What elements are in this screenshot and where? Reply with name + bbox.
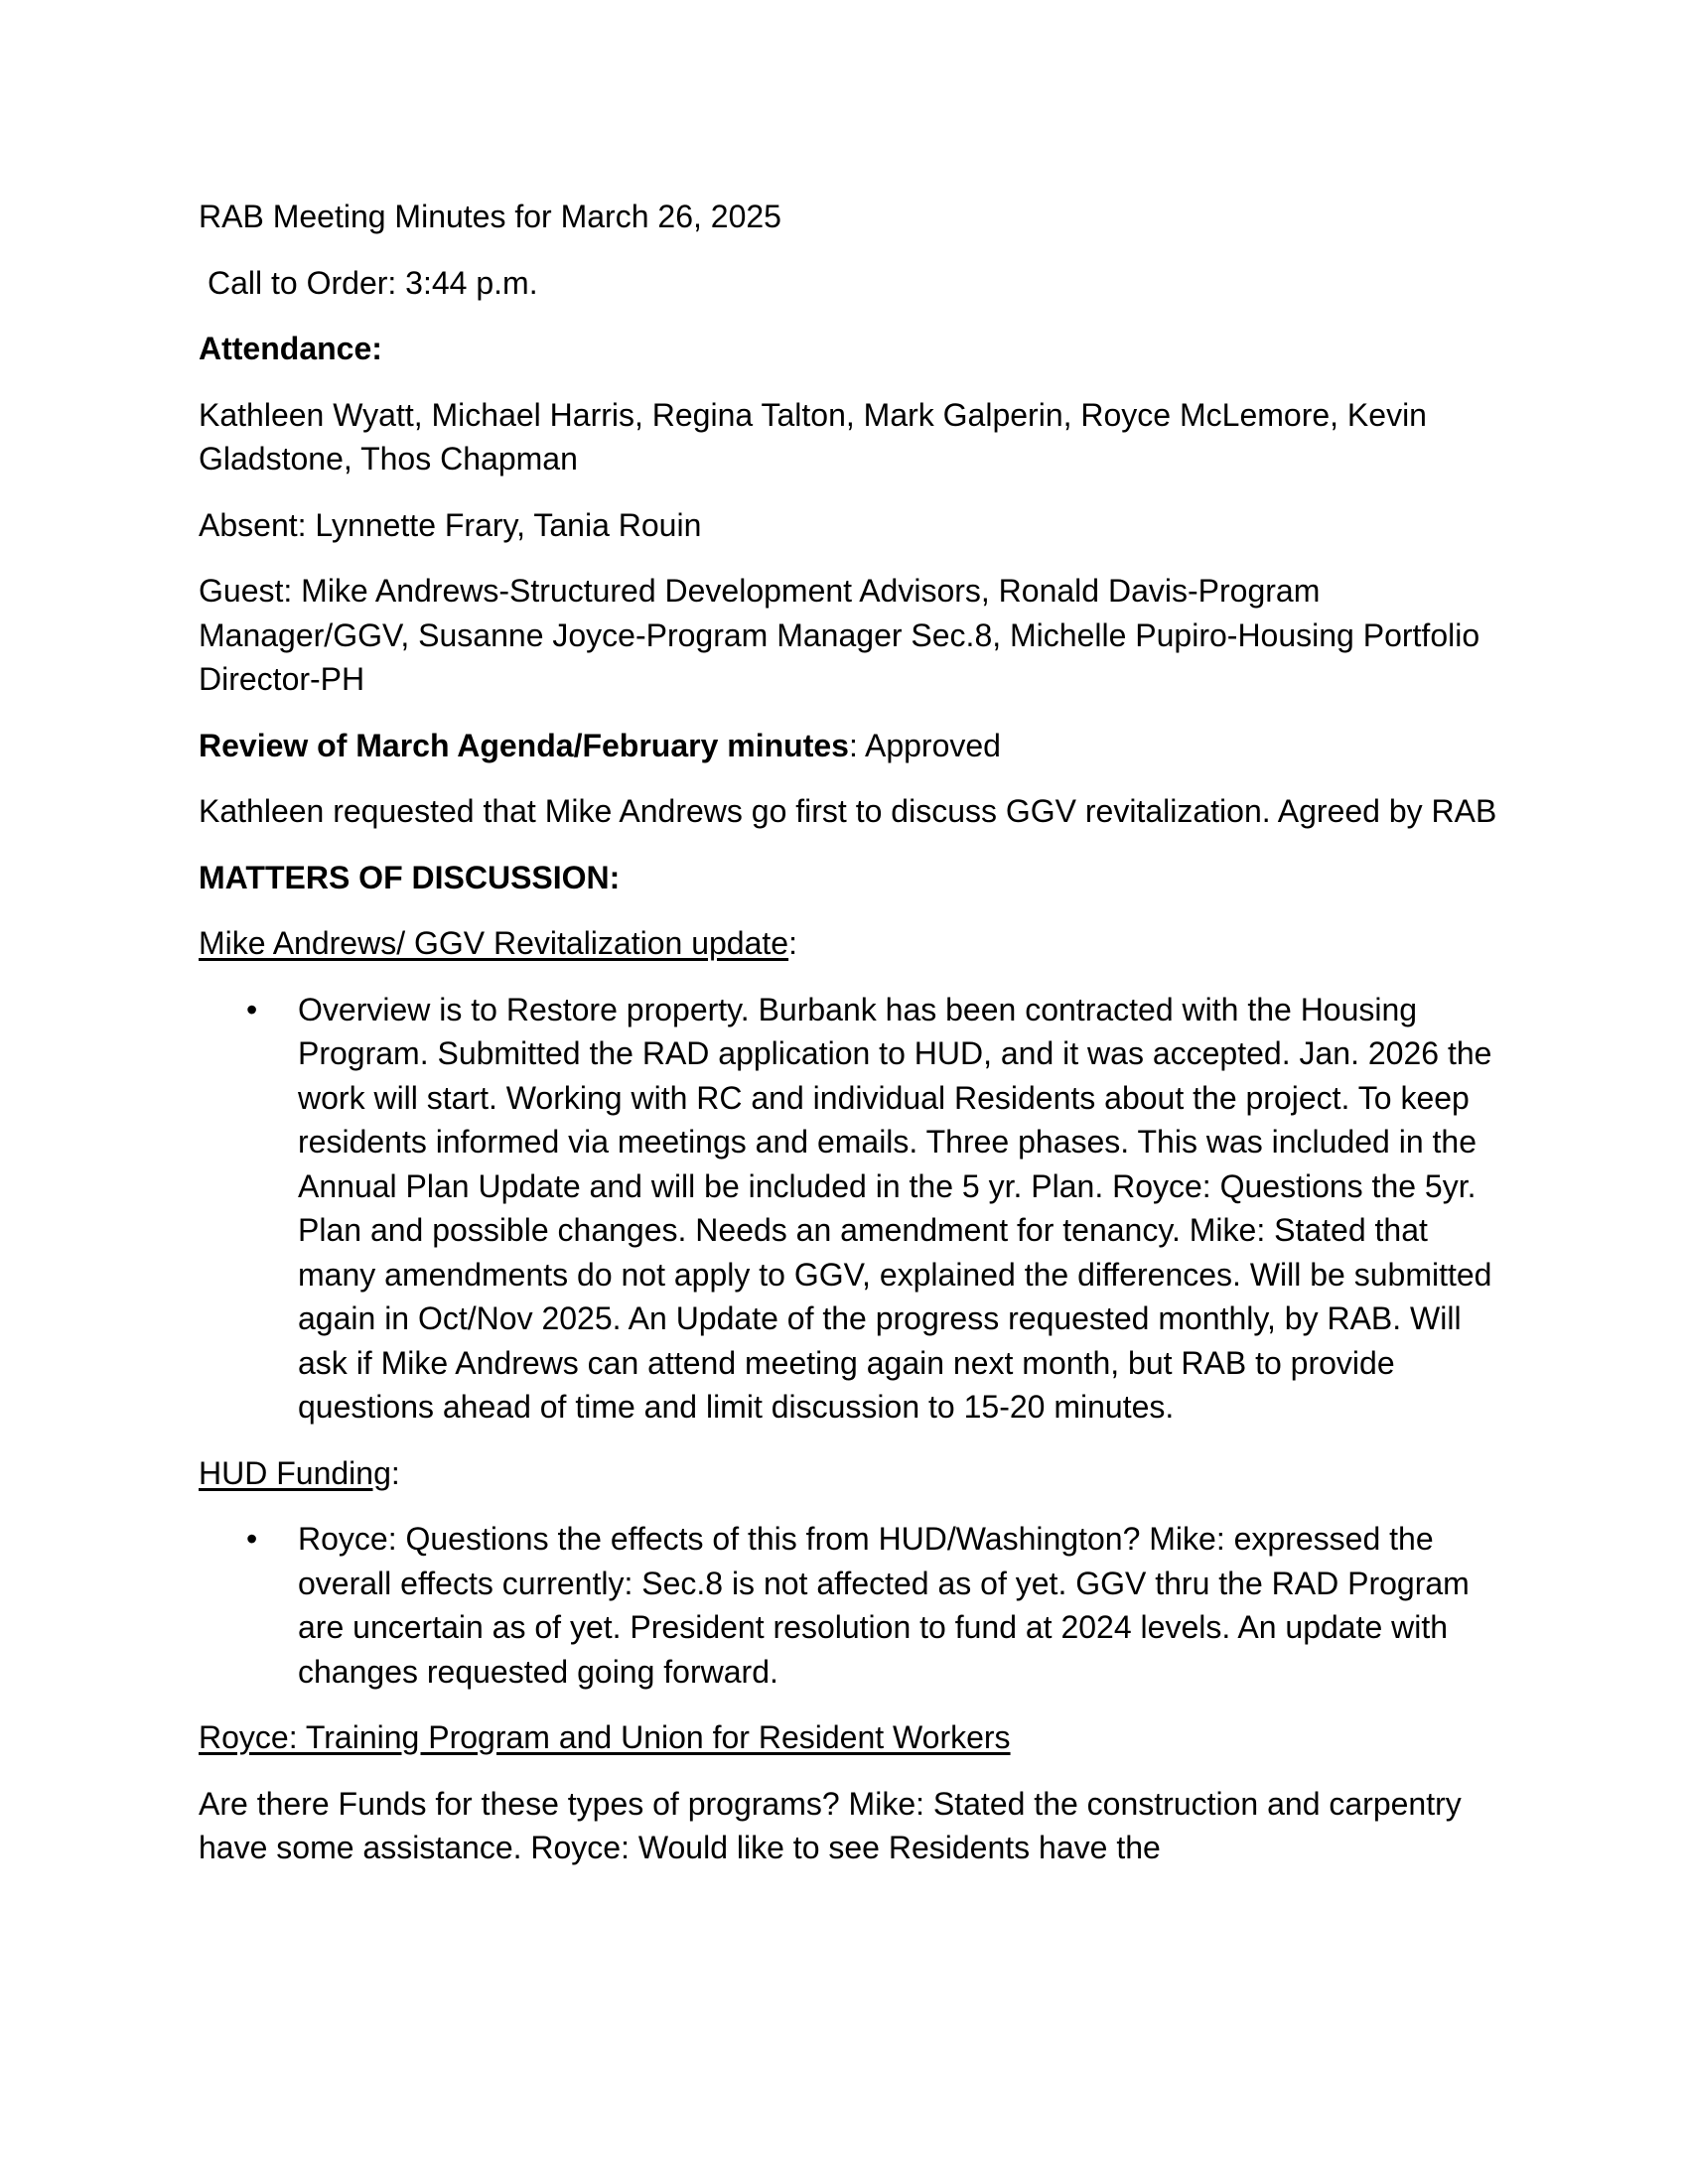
matters-heading: MATTERS OF DISCUSSION: <box>199 859 621 895</box>
ggv-bullet-list <box>199 988 1509 1430</box>
bullet-icon: • <box>246 991 258 1027</box>
guest-list: Guest: Mike Andrews-Structured Development Advisors, Ronald Davis-Program Manager/GGV, Susanne Joyce-Program Manager Sec.8, Michelle Pupiro-Housing Portfolio Director-PH <box>199 573 1480 697</box>
call-to-order: Call to Order: 3:44 p.m. <box>208 264 538 301</box>
attendance-list: Kathleen Wyatt, Michael Harris, Regina Talton, Mark Galperin, Royce McLemore, Kevin Gladstone, Thos Chapman <box>199 396 1427 477</box>
attendance-heading: Attendance: <box>199 331 382 366</box>
hud-bullet-text: Royce: Questions the effects of this from HUD/Washington? Mike: expressed the overall effects currently: Sec.8 is not affected as of yet. GGV thru the RAD Program are uncertain as of yet. President resolution to fund at 2024 levels. An update with changes requested going forward. <box>298 1521 1470 1690</box>
bullet-icon: • <box>246 1521 258 1557</box>
review-value: : Approved <box>848 727 1001 763</box>
section-heading-ggv <box>199 921 1509 966</box>
list-item <box>199 1517 1509 1694</box>
ggv-bullet-text: Overview is to Restore property. Burbank has been contracted with the Housing Program. Submitted the RAD application to HUD, and it was accepted. Jan. 2026 the work will start. Working with RC and individual Residents about the project. To keep residents informed via meetings and emails. Three phases. This was included in the Annual Plan Update and will be included in the 5 yr. Plan. Royce: Questions the 5yr. Plan and possible changes. Needs an amendment for tenancy. Mike: Stated that many amendments do not apply to GGV, explained the differences. Will be submitted again in Oct/Nov 2025. An Update of the progress requested monthly, by RAB. Will ask if Mike Andrews can attend meeting again next month, but RAB to provide questions ahead of time and limit discussion to 15-20 minutes. <box>298 991 1492 1425</box>
review-line <box>199 724 1509 768</box>
section-heading-hud-suffix: : <box>390 1454 400 1491</box>
document-title: RAB Meeting Minutes for March 26, 2025 <box>199 199 781 234</box>
review-label: Review of March Agenda/February minutes <box>199 727 849 763</box>
section-heading-ggv-text: Mike Andrews/ GGV Revitalization update <box>199 925 789 961</box>
document-page <box>199 195 1509 1892</box>
section-heading-training-text: Royce: Training Program and Union for Resident Workers <box>199 1719 1011 1755</box>
absent-list: Absent: Lynnette Frary, Tania Rouin <box>199 506 702 543</box>
kathleen-request: Kathleen requested that Mike Andrews go first to discuss GGV revitalization. Agreed by RAB <box>199 793 1497 829</box>
section-heading-ggv-suffix: : <box>788 925 797 961</box>
hud-bullet-list <box>199 1517 1509 1694</box>
section-heading-training <box>199 1715 1509 1760</box>
section-heading-hud <box>199 1451 1509 1496</box>
section-heading-hud-text: HUD Funding <box>199 1454 391 1491</box>
training-text: Are there Funds for these types of programs? Mike: Stated the construction and carpentry have some assistance. Royce: Would like to see Residents have the <box>199 1785 1462 1865</box>
list-item <box>199 988 1509 1430</box>
